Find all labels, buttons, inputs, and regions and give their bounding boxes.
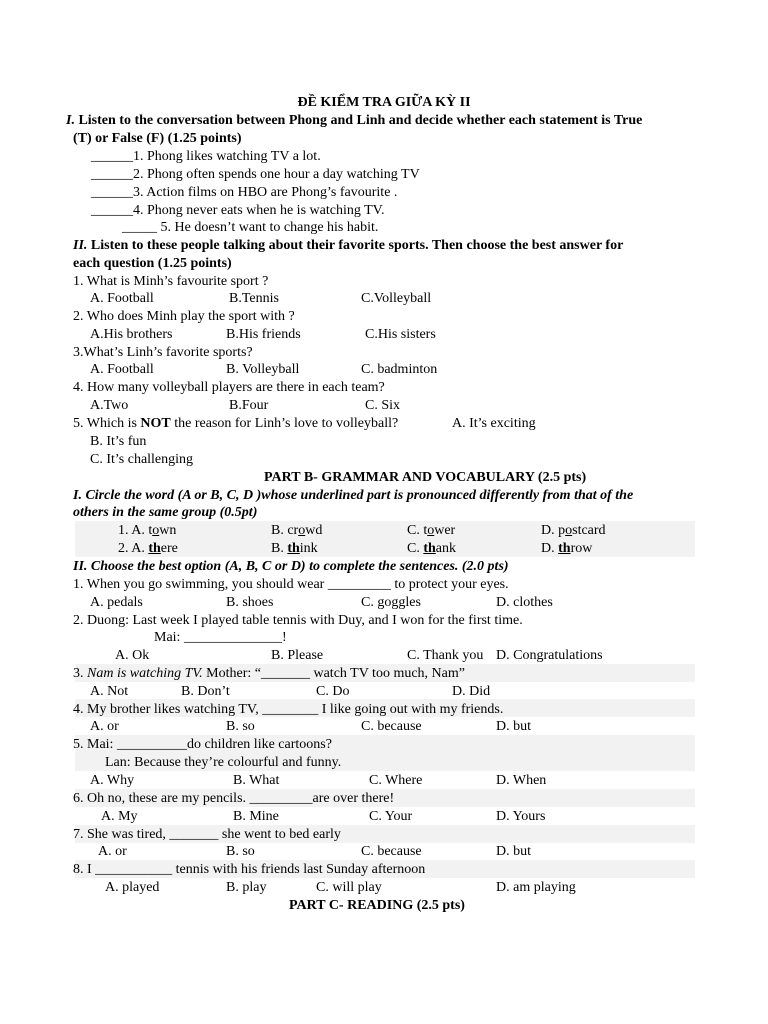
option: C. Six [365, 398, 401, 413]
option: B.His friends [226, 327, 301, 342]
option: D. clothes [496, 595, 553, 610]
tf-item: ______2. Phong often spends one hour a day watching TV [91, 167, 420, 182]
option: A.Two [90, 398, 129, 413]
option: C. because [361, 719, 422, 734]
pron-option: 1. A. town [118, 523, 177, 538]
part-b-section-1-heading: I. Circle the word (A or B, C, D )whose underlined part is pronounced differently from that of the [73, 488, 634, 503]
option: A. played [105, 880, 160, 895]
option: A. Football [90, 362, 154, 377]
option: D. Congratulations [496, 648, 603, 663]
section-1-heading: I. Listen to the conversation between Phong and Linh and decide whether each statement is True [66, 113, 643, 128]
option: B. Please [271, 648, 324, 663]
section-2-heading-cont: each question (1.25 points) [73, 256, 232, 271]
pron-option: D. postcard [541, 523, 606, 538]
pron-option: C. thank [407, 541, 457, 556]
pron-option: D. throw [541, 541, 593, 556]
question: 5. Which is NOT the reason for Linh’s love to volleyball? [73, 416, 399, 431]
option: A. It’s exciting [452, 416, 536, 431]
page-title: ĐỀ KIỂM TRA GIỮA KỲ II [297, 95, 471, 110]
option: A. or [90, 719, 119, 734]
option: B. so [226, 844, 255, 859]
question: 4. My brother likes watching TV, ________ I like going out with my friends. [73, 702, 504, 717]
option: C. Where [369, 773, 423, 788]
question: 2. Who does Minh play the sport with ? [73, 309, 295, 324]
pron-option: B. think [271, 541, 318, 556]
option: B. Mine [233, 809, 279, 824]
option: B. play [226, 880, 267, 895]
option: B. so [226, 719, 255, 734]
question: 2. Duong: Last week I played table tennis with Duy, and I won for the first time. [73, 613, 523, 628]
option: A. Ok [115, 648, 150, 663]
option: D. Did [452, 684, 491, 699]
question: 5. Mai: __________do children like cartoons? [73, 737, 332, 752]
tf-item: ______3. Action films on HBO are Phong’s favourite . [91, 185, 398, 200]
option: D. When [496, 773, 547, 788]
part-b-section-1-heading-cont: others in the same group (0.5pt) [73, 505, 258, 520]
option: D. Yours [496, 809, 546, 824]
question-cont: Mai: ______________! [154, 630, 287, 645]
option: B. Don’t [181, 684, 230, 699]
section-2-heading: II. Listen to these people talking about their favorite sports. Then choose the best answer for [73, 238, 624, 253]
option: C. Your [369, 809, 413, 824]
option: C. goggles [361, 595, 421, 610]
question: 3. Nam is watching TV. Mother: “_______ watch TV too much, Nam” [73, 666, 465, 681]
option: C. because [361, 844, 422, 859]
option: B. It’s fun [90, 434, 147, 449]
option: C.Volleyball [361, 291, 432, 306]
option: C. Thank you [407, 648, 484, 663]
option: B.Four [229, 398, 269, 413]
part-b-section-2-heading: II. Choose the best option (A, B, C or D) to complete the sentences. (2.0 pts) [73, 559, 509, 574]
option: D. am playing [496, 880, 576, 895]
question: 1. When you go swimming, you should wear _________ to protect your eyes. [73, 577, 509, 592]
question: 1. What is Minh’s favourite sport ? [73, 274, 269, 289]
option: A. Why [90, 773, 135, 788]
option: A. pedals [90, 595, 143, 610]
option: C. It’s challenging [90, 452, 194, 467]
option: D. but [496, 719, 531, 734]
option: A.His brothers [90, 327, 173, 342]
question: 4. How many volleyball players are there in each team? [73, 380, 385, 395]
part-b-title: PART B- GRAMMAR AND VOCABULARY (2.5 pts) [264, 470, 587, 485]
option: D. but [496, 844, 531, 859]
option: C.His sisters [365, 327, 436, 342]
question: 6. Oh no, these are my pencils. _________are over there! [73, 791, 395, 806]
pron-option: 2. A. there [118, 541, 178, 556]
question-cont: Lan: Because they’re colourful and funny. [105, 755, 342, 770]
option: C. will play [316, 880, 382, 895]
section-1-heading-cont: (T) or False (F) (1.25 points) [73, 131, 242, 146]
option: C. badminton [361, 362, 438, 377]
option: B. shoes [226, 595, 274, 610]
option: B. What [233, 773, 280, 788]
option: A. Not [90, 684, 129, 699]
option: A. Football [90, 291, 154, 306]
pron-option: C. tower [407, 523, 456, 538]
pron-option: B. crowd [271, 523, 323, 538]
question: 7. She was tired, _______ she went to bed early [73, 827, 341, 842]
tf-item: _____ 5. He doesn’t want to change his habit. [122, 220, 379, 235]
part-c-title: PART C- READING (2.5 pts) [289, 898, 465, 913]
question: 8. I ___________ tennis with his friends last Sunday afternoon [73, 862, 426, 877]
option: A. or [98, 844, 127, 859]
option: A. My [101, 809, 138, 824]
tf-item: ______4. Phong never eats when he is watching TV. [91, 203, 385, 218]
option: B. Volleyball [226, 362, 300, 377]
option: C. Do [316, 684, 350, 699]
question: 3.What’s Linh’s favorite sports? [73, 345, 253, 360]
tf-item: ______1. Phong likes watching TV a lot. [91, 149, 321, 164]
option: B.Tennis [229, 291, 279, 306]
